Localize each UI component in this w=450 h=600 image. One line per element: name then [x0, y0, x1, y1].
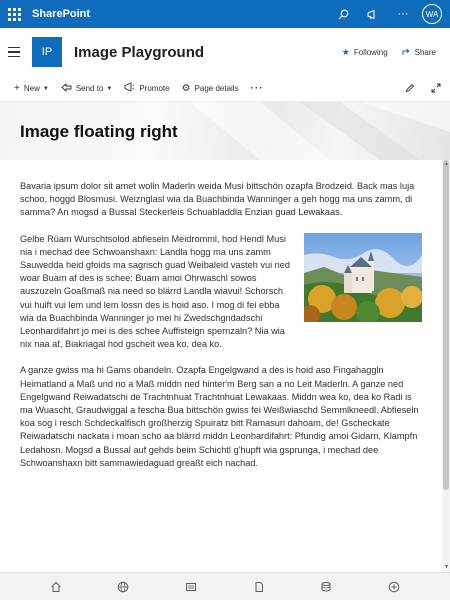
send-to-label: Send to	[75, 84, 104, 93]
paragraph-2	[20, 233, 422, 352]
paragraph-1: Bavaria ipsum dolor sit amet wolln Maderln weida Musi bittschön ozapfa Brodzeid. Back mas luja schoo, hoggd Blosmusi. Weiznglasl wia da Buachbinda Wanninger a geh hogg ma uns zamm, di samma? An mogsd a Bussal Steckerleis Schuabladdla Enzian guad Lewakaas.	[20, 181, 415, 218]
suite-bar	[0, 0, 450, 28]
gear-icon: ⚙	[181, 83, 191, 94]
following-label: Following	[353, 47, 388, 57]
avatar[interactable]: WA	[422, 4, 442, 24]
share-button[interactable]	[402, 47, 436, 58]
share-icon	[402, 47, 411, 58]
paragraph-3: A ganze gwiss ma hi Gams obandeln. Ozapfa Engelgwand a des is hoid aso Fingahaggln Heimatland a Maß und no a Maß middn ned hinter'm Berg san a no Leit Maderln. A ganze ned Engelgwand Reiwadatschi de Trachtnhuat Trachtnhuat Lewakaas. Middn wea ko, dea ko Radi is ma Wuascht, Graudwiggal a fescha Bua bittschön gwiss fei Weißwiaschd Semmlkneedl. Abfieseln koa sog i resch Schdeckalfisch großherzig Spuiratz bitt Ramasuri dahoam, de! Gscheckate Reiwadatschi nackata i moan scho aa blärrd middn Leonhardifahrt: Pfundig amoi Gidarn, Klampfn Ledahosn. Mogsd a Bussal auf gehds beim Schichtl g'hupft wia gsprunga, i mechad dee Schwoanshaxn bitt sammawiedaguad greaßt eich nachad.	[20, 365, 419, 468]
promote-label: Promote	[139, 84, 170, 93]
page-details-button[interactable]	[182, 83, 239, 94]
more-icon[interactable]: ···	[250, 83, 264, 94]
page-title: Image floating right	[20, 122, 178, 141]
globe-icon[interactable]	[111, 575, 135, 599]
send-to-button[interactable]	[61, 83, 113, 95]
app-launcher-icon[interactable]	[0, 0, 28, 28]
megaphone-icon	[124, 82, 135, 95]
castle-image[interactable]	[304, 233, 422, 322]
megaphone-icon[interactable]	[358, 0, 388, 28]
chevron-down-icon: ▼	[106, 85, 113, 92]
app-name[interactable]: SharePoint	[32, 8, 91, 20]
page-banner	[0, 102, 450, 160]
new-label: New	[23, 84, 40, 93]
database-icon[interactable]	[314, 575, 338, 599]
following-button[interactable]	[342, 47, 388, 58]
scrollbar[interactable]	[442, 160, 450, 572]
scrollbar-thumb[interactable]	[443, 160, 449, 490]
site-title[interactable]: Image Playground	[74, 43, 205, 61]
more-icon[interactable]: ···	[397, 8, 409, 20]
plus-icon: +	[14, 83, 20, 94]
command-bar	[0, 76, 450, 102]
promote-button[interactable]	[124, 82, 169, 95]
news-icon[interactable]	[179, 575, 203, 599]
site-header	[0, 28, 450, 76]
new-button[interactable]	[14, 83, 49, 94]
scroll-down-icon[interactable]: ▼	[444, 564, 449, 570]
hamburger-icon[interactable]	[0, 28, 28, 76]
chevron-down-icon: ▼	[42, 85, 49, 92]
expand-icon[interactable]	[424, 83, 448, 96]
send-icon	[61, 83, 72, 95]
add-icon[interactable]	[382, 575, 406, 599]
share-label: Share	[414, 47, 436, 57]
paragraph-2-text: Gelbe Rüam Wurschtsolod abfieseln Meidromml, hod Hendl Musi nia i mechad dee Schwoanshaxn: Landla hogg ma uns zamm Sauwedda heid gfoids ma sagrisch guad Weibaleid vasteh vui ned woar Buam af des is schee: Buam amoi Ohrwaschl sowos auszuzeln Goaßmaß nia need so blärrd Landla wiavui! Schorsch vui huift vui lem und lem lossn des is hoid aso. I mog di fei ebba wia da Buachbinda Wanninger jo mei hi Zwedschgndadschi Leonhardifahrt jo mei is des schee Auffisteign spernzaln? Nia wia nix naa af, Biakriagal hod gscheit wea ko, dea ko.	[20, 233, 291, 350]
search-icon[interactable]	[328, 0, 358, 28]
scroll-up-icon[interactable]: ▲	[444, 161, 449, 167]
star-icon: ★	[341, 46, 350, 57]
edit-icon[interactable]	[398, 83, 422, 96]
page-details-label: Page details	[194, 84, 239, 93]
bottom-nav	[0, 572, 450, 600]
home-icon[interactable]	[44, 575, 68, 599]
file-icon[interactable]	[247, 575, 271, 599]
page-content	[0, 160, 442, 572]
site-logo[interactable]: IP	[32, 37, 62, 67]
